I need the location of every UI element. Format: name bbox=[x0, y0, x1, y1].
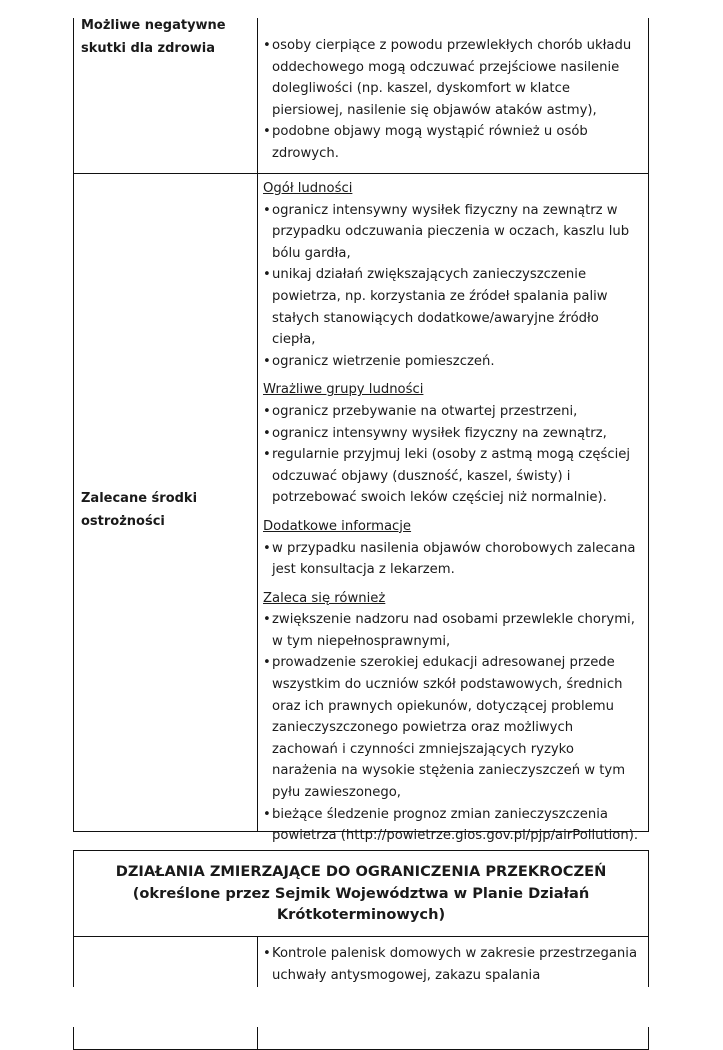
list-item: • Kontrole palenisk domowych w zakresie przestrzegania uchwały antysmogowej, zakazu spalania bbox=[263, 943, 643, 986]
row-label-precautions: Zalecane środki ostrożności bbox=[81, 491, 198, 529]
group-heading: Ogół ludności bbox=[263, 181, 353, 196]
list-item: • regularnie przyjmuj leki (osoby z astmą mogą częściej odczuwać objawy (duszność, kaszel, świsty) i potrzebować swoich leków częściej niż normalnie). bbox=[263, 444, 643, 509]
actions-table-header bbox=[74, 851, 648, 937]
list-item: • ogranicz przebywanie na otwartej przestrzeni, bbox=[263, 401, 643, 423]
header-line: Krótkoterminowych) bbox=[276, 906, 446, 923]
row-label-health-effects bbox=[81, 18, 251, 60]
column-divider bbox=[257, 18, 258, 831]
header-line: DZIAŁANIA ZMIERZAJĄCE DO OGRANICZENIA PRZEKROCZEŃ bbox=[115, 863, 607, 880]
header-line: (określone przez Sejmik Województwa w Planie Działań bbox=[132, 884, 590, 902]
list-item: • w przypadku nasilenia objawów chorobowych zalecana jest konsultacja z lekarzem. bbox=[263, 538, 643, 581]
row-label-cut-line: Możliwe negatywne bbox=[81, 18, 226, 33]
actions-cell bbox=[263, 943, 643, 986]
group-heading: Wrażliwe grupy ludności bbox=[263, 382, 424, 398]
health-effect-item: • osoby cierpiące z powodu przewlekłych chorób układu oddechowego mogą odczuwać przejściowe nasilenie dolegliwości (np. kaszel, dyskomfort w klatce piersiowej, nasilenie się objawów ataków astmy), bbox=[263, 35, 643, 121]
list-item: • bieżące śledzenie prognoz zmian zanieczyszczenia powietrza (http://powietrze.gios.gov.pl/pjp/airPollution). bbox=[263, 804, 643, 847]
group-general-population bbox=[263, 178, 643, 372]
group-sensitive-population bbox=[263, 379, 643, 509]
group-also-recommended bbox=[263, 588, 643, 847]
precautions-cell bbox=[263, 178, 643, 854]
health-effects-cell bbox=[263, 35, 643, 165]
list-item: • ogranicz wietrzenie pomieszczeń. bbox=[263, 351, 643, 373]
group-heading: Dodatkowe informacje bbox=[263, 518, 412, 534]
group-heading: Zaleca się również bbox=[263, 590, 386, 606]
list-item: • prowadzenie szerokiej edukacji adresowanej przede wszystkim do uczniów szkół podstawowych, średnich oraz ich prawnych opiekunów, dotyczącej problemu zanieczyszczonego powietrza oraz możliwych zachowań i czynności zmniejszających ryzyko narażenia na wysokie stężenia zanieczyszczeń w tym pyłu zawieszonego, bbox=[263, 652, 643, 803]
list-item: • ogranicz intensywny wysiłek fizyczny na zewnątrz w przypadku odczuwania pieczenia w oczach, kaszlu lub bólu gardła, bbox=[263, 200, 643, 265]
health-info-table bbox=[73, 18, 649, 844]
health-effect-item: • podobne objawy mogą wystąpić również u osób zdrowych. bbox=[263, 121, 643, 164]
page-bottom-margin bbox=[0, 987, 723, 1027]
group-additional-info bbox=[263, 516, 643, 581]
row-label-text: skutki dla zdrowia bbox=[81, 41, 215, 56]
list-item: • ogranicz intensywny wysiłek fizyczny na zewnątrz, bbox=[263, 423, 643, 445]
row-divider bbox=[74, 173, 648, 174]
list-item: • unikaj działań zwiększających zanieczyszczenie powietrza, np. korzystania ze źródeł spalania paliw stałych stanowiących dodatkowe/awaryjne źródło ciepła, bbox=[263, 264, 643, 350]
list-item: • zwiększenie nadzoru nad osobami przewlekle chorymi, w tym niepełnosprawnymi, bbox=[263, 609, 643, 652]
